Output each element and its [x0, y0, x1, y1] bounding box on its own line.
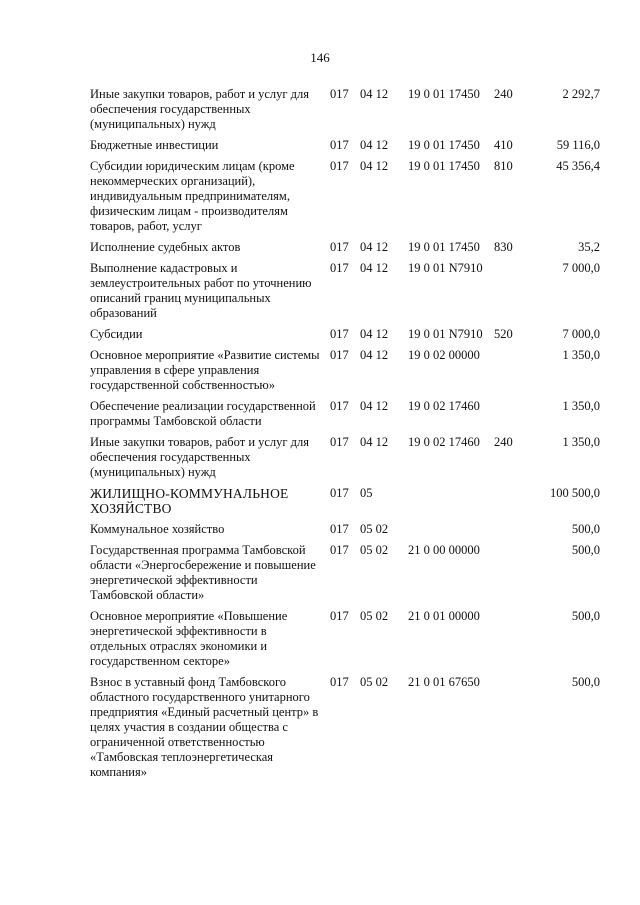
row-department-code: 017: [330, 399, 349, 413]
row-department-code: 017: [330, 486, 349, 500]
row-section-code: 04 12: [360, 348, 389, 362]
table-row: [90, 522, 600, 543]
row-target-code: 19 0 01 N7910: [408, 327, 483, 341]
row-section-code: 05 02: [360, 609, 389, 623]
row-target-code: 19 0 01 17450: [408, 138, 480, 152]
row-target-code: 19 0 02 17460: [408, 399, 480, 413]
table-row: [90, 159, 600, 240]
row-department-code: 017: [330, 609, 349, 623]
row-section-code: 04 12: [360, 435, 389, 449]
table-row: [90, 240, 600, 261]
row-department-code: 017: [330, 543, 349, 557]
row-sum: 500,0: [571, 609, 600, 623]
row-name: Основное мероприятие «Развитие системы управления в сфере управления государственной собственностью»: [90, 348, 320, 392]
table-row: [90, 543, 600, 609]
budget-table-body: [90, 87, 600, 786]
row-department-code: 017: [330, 159, 349, 173]
table-row: [90, 609, 600, 675]
row-expense-type-code: 240: [494, 435, 513, 449]
row-target-code: 19 0 02 00000: [408, 348, 480, 362]
row-section-code: 04 12: [360, 327, 389, 341]
row-expense-type-code: [494, 543, 528, 609]
table-row: [90, 138, 600, 159]
row-name: Иные закупки товаров, работ и услуг для обеспечения государственных (муниципальных) нужд: [90, 87, 310, 131]
row-name: Бюджетные инвестиции: [90, 138, 219, 152]
row-section-code: 05 02: [360, 675, 389, 689]
row-section-code: 04 12: [360, 87, 389, 101]
row-name: Исполнение судебных актов: [90, 240, 241, 254]
row-name: Выполнение кадастровых и землеустроительных работ по уточнению описаний границ муниципальных образований: [90, 261, 312, 320]
row-department-code: 017: [330, 435, 349, 449]
row-name: Субсидии юридическим лицам (кроме некоммерческих организаций), индивидуальным предпринимателям, физическим лицам - производителям товаров, работ, услуг: [90, 159, 295, 233]
row-sum: 1 350,0: [562, 399, 600, 413]
row-section-code: 04 12: [360, 159, 389, 173]
row-sum: 500,0: [571, 522, 600, 536]
row-sum: 2 292,7: [562, 87, 600, 101]
row-department-code: 017: [330, 261, 349, 275]
row-department-code: 017: [330, 240, 349, 254]
row-department-code: 017: [330, 138, 349, 152]
row-expense-type-code: 520: [494, 327, 513, 341]
row-name: Коммунальное хозяйство: [90, 522, 225, 536]
row-department-code: 017: [330, 675, 349, 689]
row-expense-type-code: 810: [494, 159, 513, 173]
row-name: Субсидии: [90, 327, 143, 341]
row-expense-type-code: 240: [494, 87, 513, 101]
row-section-code: 05 02: [360, 543, 389, 557]
row-target-code: 21 0 00 00000: [408, 543, 480, 557]
row-expense-type-code: [494, 348, 528, 399]
row-sum: 7 000,0: [562, 327, 600, 341]
table-row: [90, 399, 600, 435]
row-expense-type-code: [494, 261, 528, 327]
row-sum: 59 116,0: [556, 138, 600, 152]
row-section-code: 05: [360, 486, 373, 500]
row-target-code: 21 0 01 67650: [408, 675, 480, 689]
row-target-code: 19 0 01 17450: [408, 240, 480, 254]
row-expense-type-code: [494, 675, 528, 786]
row-target-code: 19 0 01 17450: [408, 159, 480, 173]
row-name: Иные закупки товаров, работ и услуг для обеспечения государственных (муниципальных) нужд: [90, 435, 310, 479]
row-sum: 7 000,0: [562, 261, 600, 275]
row-name: Обеспечение реализации государственной программы Тамбовской области: [90, 399, 316, 428]
budget-table: [90, 87, 600, 786]
row-target-code: [408, 486, 494, 522]
row-sum: 1 350,0: [562, 435, 600, 449]
row-expense-type-code: [494, 522, 528, 543]
row-section-code: 05 02: [360, 522, 389, 536]
row-expense-type-code: [494, 399, 528, 435]
row-target-code: [408, 522, 494, 543]
row-sum: 500,0: [571, 543, 600, 557]
row-sum: 500,0: [571, 675, 600, 689]
row-target-code: 19 0 01 17450: [408, 87, 480, 101]
row-target-code: 21 0 01 00000: [408, 609, 480, 623]
row-sum: 45 356,4: [556, 159, 600, 173]
table-row: [90, 327, 600, 348]
row-name: ЖИЛИЩНО-КОММУНАЛЬНОЕ ХОЗЯЙСТВО: [90, 486, 289, 516]
row-section-code: 04 12: [360, 240, 389, 254]
page-number: 146: [310, 50, 330, 65]
row-name: Государственная программа Тамбовской области «Энергосбережение и повышение энергетической эффективности Тамбовской области»: [90, 543, 316, 602]
row-expense-type-code: 410: [494, 138, 513, 152]
table-row: [90, 261, 600, 327]
row-sum: 35,2: [578, 240, 600, 254]
row-sum: 1 350,0: [562, 348, 600, 362]
row-department-code: 017: [330, 327, 349, 341]
row-target-code: 19 0 01 N7910: [408, 261, 483, 275]
row-section-code: 04 12: [360, 261, 389, 275]
row-name: Взнос в уставный фонд Тамбовского областного государственного унитарного предприятия «Единый расчетный центр» в целях участия в создании общества с ограниченной ответственностью «Тамбовская теплоэнергетическая компания»: [90, 675, 319, 779]
table-row: [90, 87, 600, 138]
row-section-code: 04 12: [360, 138, 389, 152]
row-department-code: 017: [330, 522, 349, 536]
table-row: [90, 435, 600, 486]
row-department-code: 017: [330, 87, 349, 101]
row-sum: 100 500,0: [550, 486, 600, 500]
row-expense-type-code: 830: [494, 240, 513, 254]
row-expense-type-code: [494, 486, 528, 522]
row-target-code: 19 0 02 17460: [408, 435, 480, 449]
table-row: [90, 675, 600, 786]
row-section-code: 04 12: [360, 399, 389, 413]
row-expense-type-code: [494, 609, 528, 675]
table-row: [90, 486, 600, 522]
table-row: [90, 348, 600, 399]
row-department-code: 017: [330, 348, 349, 362]
row-name: Основное мероприятие «Повышение энергетической эффективности в отдельных отраслях экономики и государственном секторе»: [90, 609, 288, 668]
